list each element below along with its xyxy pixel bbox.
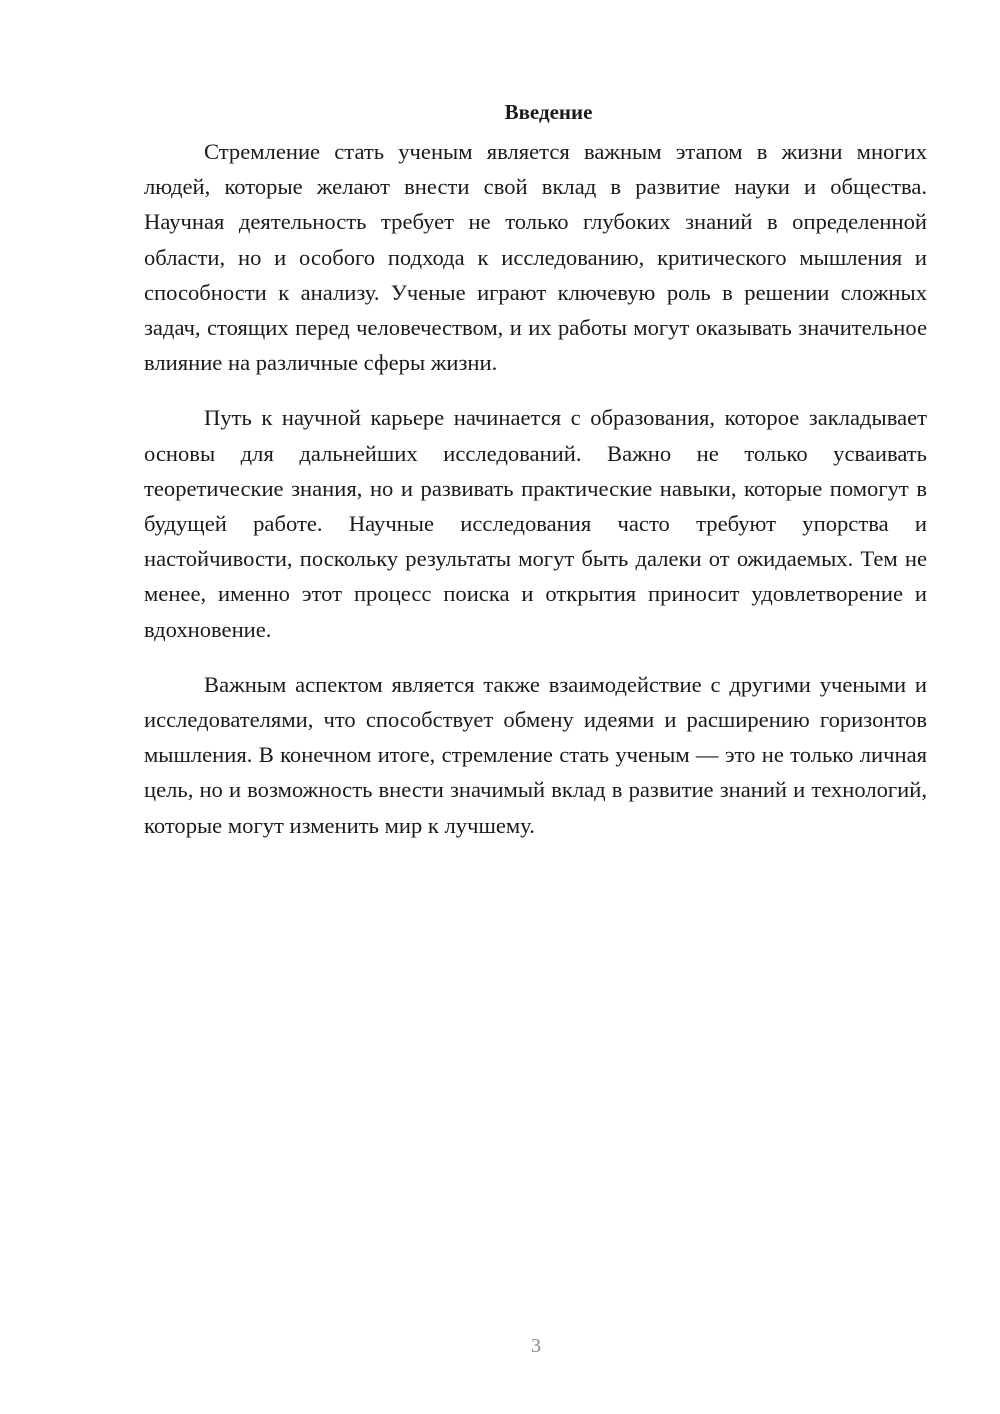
paragraph-2: Путь к научной карьере начинается с образования, которое закладывает основы для дальнейших исследований. Важно не только усваивать теоретические знания, но и развивать практические навыки, которые помогут в будущей работе. Научные исследования часто требуют упорства и настойчивости, поскольку результаты могут быть далеки от ожидаемых. Тем не менее, именно этот процесс поиска и открытия приносит удовлетворение и вдохновение. [144, 405, 927, 642]
section-title: Введение [504, 100, 593, 124]
page-number: 3 [531, 1335, 541, 1357]
paragraph-1: Стремление стать ученым является важным этапом в жизни многих людей, которые желают внести свой вклад в развитие науки и общества. Научная деятельность требует не только глубоких знаний в определенной области, но и особого подхода к исследованию, критического мышления и способности к анализу. Ученые играют ключевую роль в решении сложных задач, стоящих перед человечеством, и их работы могут оказывать значительное влияние на различные сферы жизни. [144, 139, 927, 376]
paragraph-3: Важным аспектом является также взаимодействие с другими учеными и исследователями, что способствует обмену идеями и расширению горизонтов мышления. В конечном итоге, стремление стать ученым — это не только личная цель, но и возможность внести значимый вклад в развитие знаний и технологий, которые могут изменить мир к лучшему. [144, 671, 927, 838]
page-content [144, 97, 927, 863]
